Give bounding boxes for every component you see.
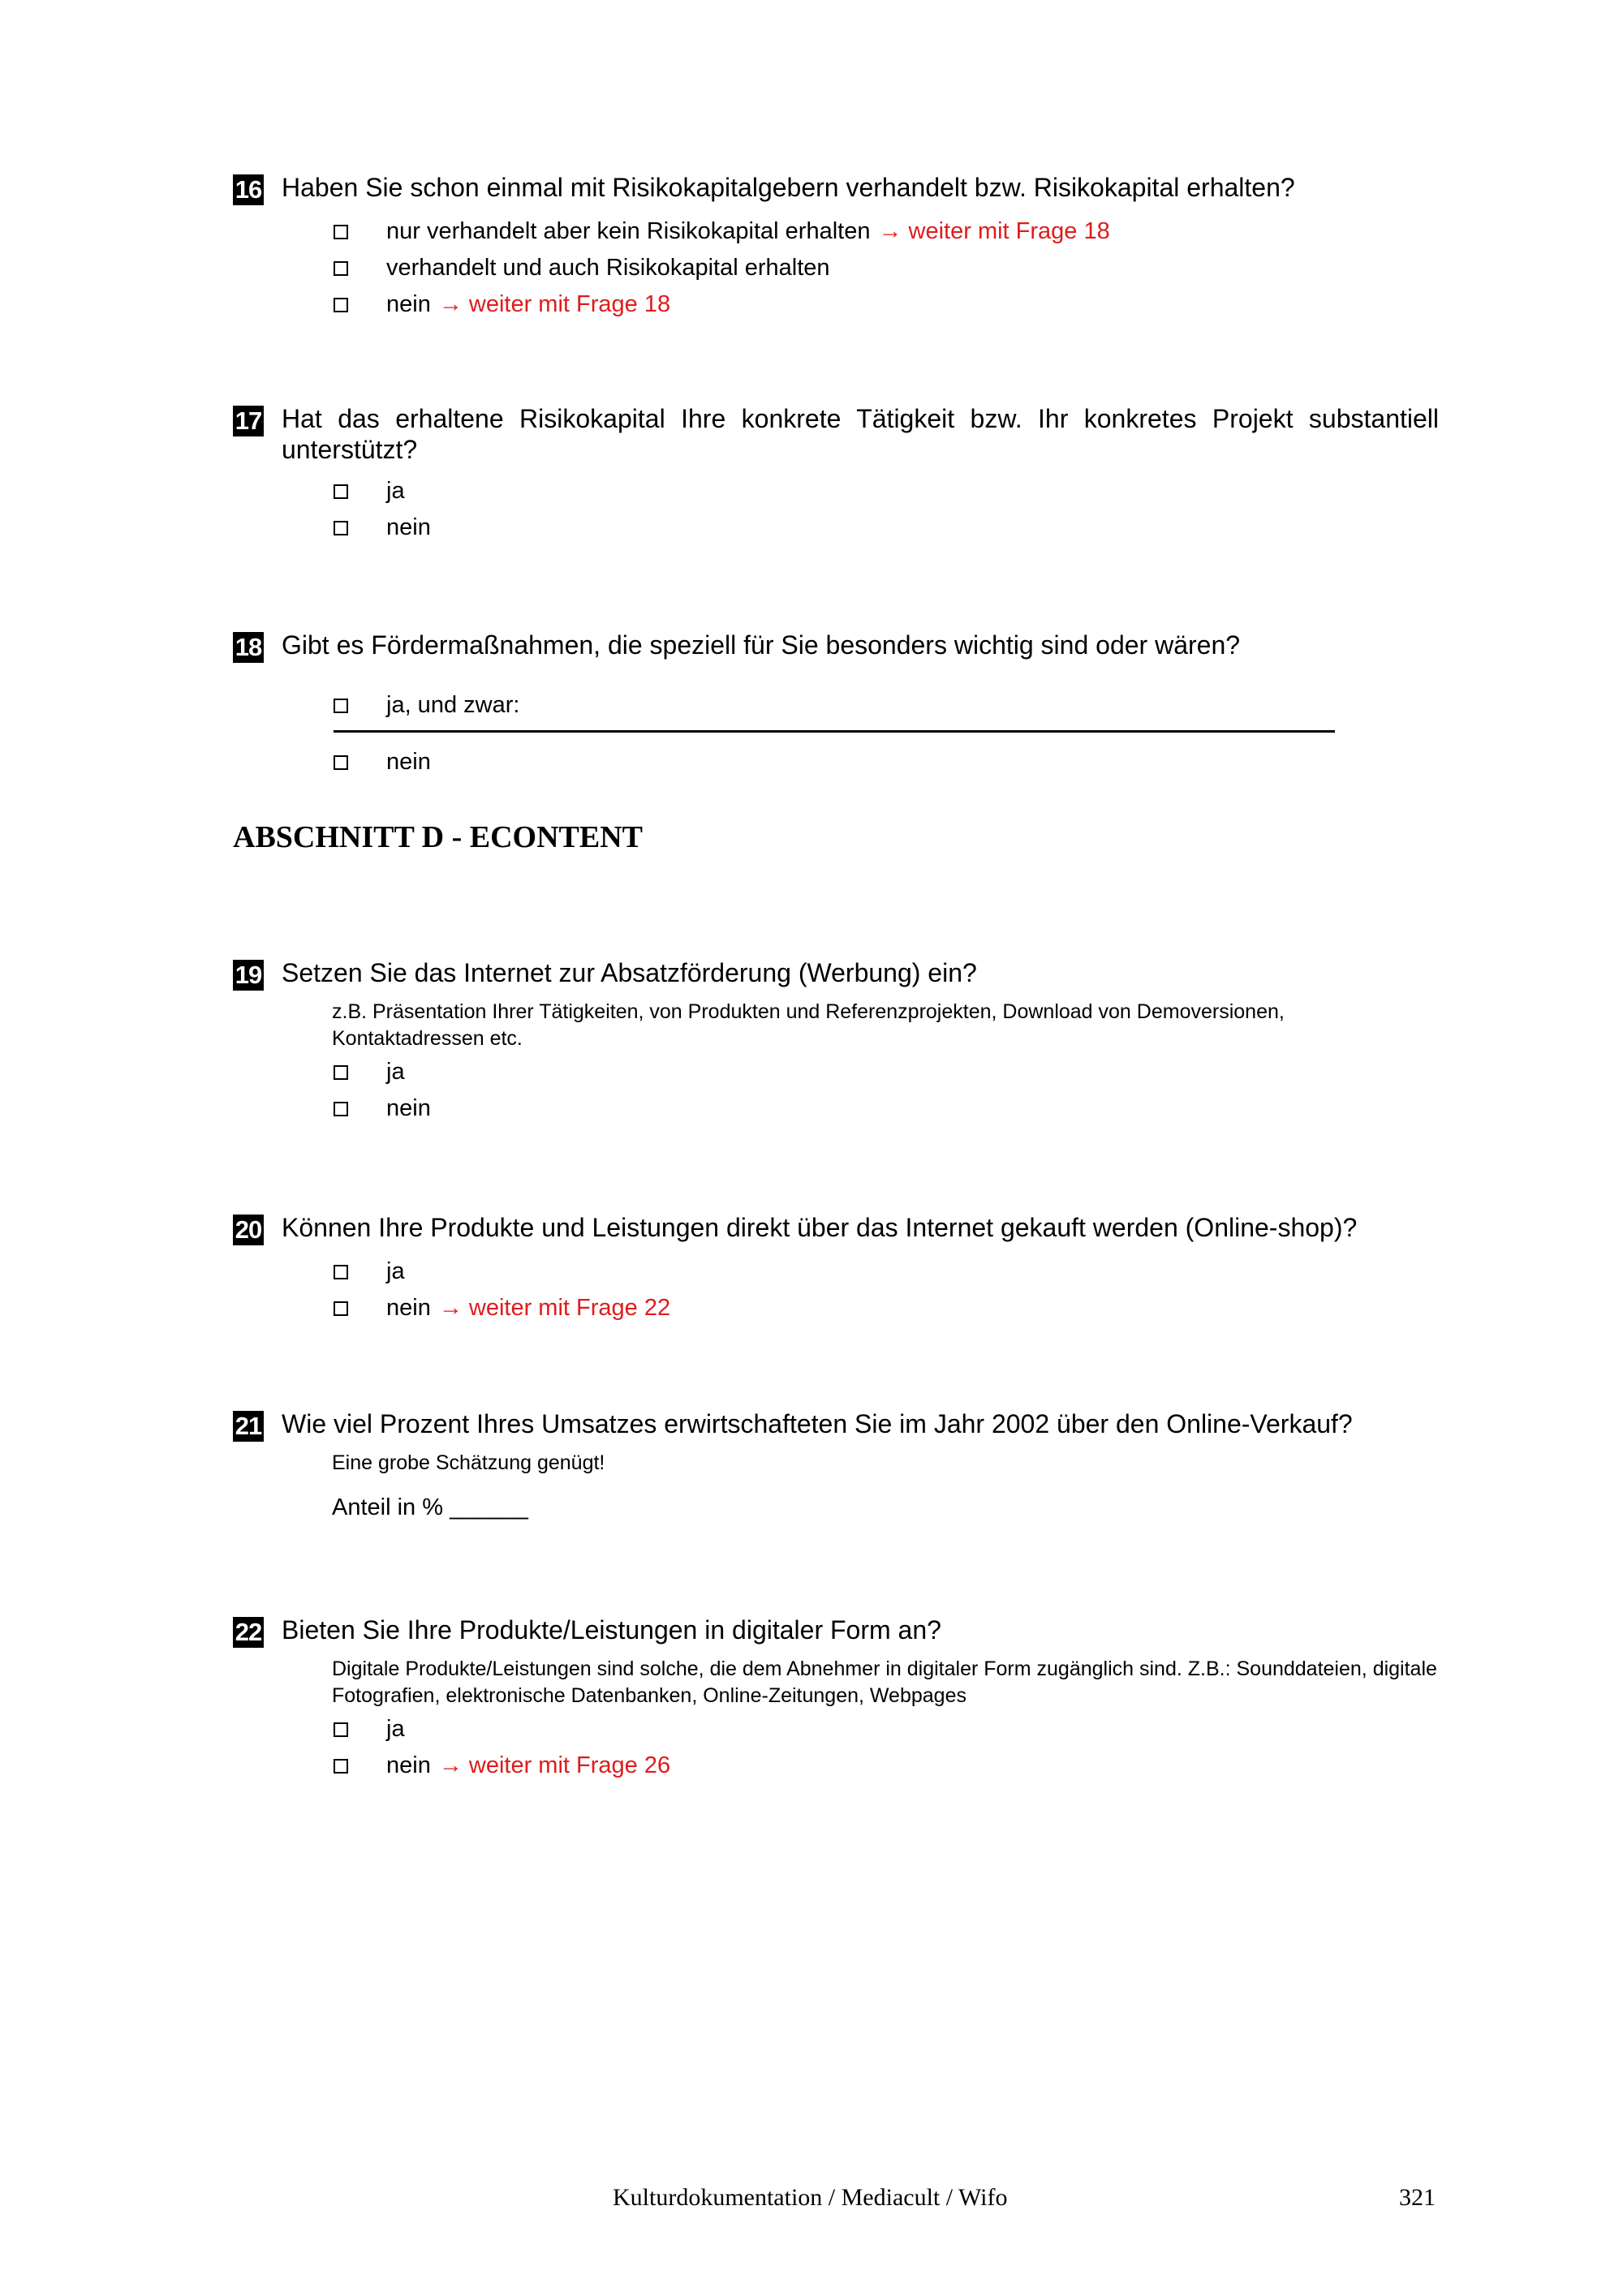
footer-source: Kulturdokumentation / Mediacult / Wifo [613, 2184, 1008, 2211]
option-checkbox[interactable] [334, 1748, 1439, 1784]
option-checkbox[interactable] [334, 473, 1439, 510]
question-text: Hat das erhaltene Risikokapital Ihre konkrete Tätigkeit bzw. Ihr konkretes Projekt substantiell unterstützt? [282, 404, 1439, 464]
question-22 [233, 1615, 1439, 1784]
question-hint: z.B. Präsentation Ihrer Tätigkeiten, von Produkten und Referenzprojekten, Download von Demoversionen, Kontaktadressen etc. [332, 1000, 1285, 1050]
question-number: 17 [233, 406, 264, 436]
option-checkbox[interactable] [334, 510, 1439, 546]
option-label: ja [386, 1258, 405, 1284]
question-number: 19 [233, 960, 264, 991]
question-20 [233, 1212, 1439, 1326]
option-label: verhandelt und auch Risikokapital erhalten [386, 255, 830, 281]
section-title: ABSCHNITT D - ECONTENT [233, 820, 644, 854]
option-checkbox[interactable] [334, 213, 1439, 250]
checkbox-icon[interactable] [334, 261, 348, 276]
option-label: nein [386, 749, 431, 775]
checkbox-icon[interactable] [334, 1759, 348, 1774]
option-label: ja [386, 1716, 405, 1742]
redirect-note: → weiter mit Frage 22 [438, 1295, 671, 1321]
checkbox-icon[interactable] [334, 1722, 348, 1737]
checkbox-icon[interactable] [334, 225, 348, 239]
option-label: nein [386, 514, 431, 540]
redirect-note: → weiter mit Frage 18 [878, 218, 1110, 244]
question-18 [233, 630, 1439, 780]
option-label: nein [386, 1295, 431, 1321]
option-checkbox[interactable] [334, 286, 1439, 323]
checkbox-icon[interactable] [334, 521, 348, 535]
checkbox-icon[interactable] [334, 755, 348, 770]
checkbox-icon[interactable] [334, 1102, 348, 1116]
checkbox-icon[interactable] [334, 699, 348, 713]
answer-line[interactable] [334, 730, 1335, 733]
question-text: Wie viel Prozent Ihres Umsatzes erwirtschafteten Sie im Jahr 2002 über den Online-Verkauf? [282, 1409, 1353, 1438]
option-label: ja [386, 478, 405, 504]
option-label: nein [386, 1095, 431, 1121]
question-number: 16 [233, 174, 264, 205]
share-input[interactable]: Anteil in % ______ [332, 1494, 528, 1520]
option-label: nur verhandelt aber kein Risikokapital erhalten [386, 218, 871, 244]
question-number: 22 [233, 1617, 264, 1648]
option-checkbox[interactable] [334, 1054, 1439, 1090]
redirect-note: → weiter mit Frage 18 [438, 291, 671, 317]
question-number: 20 [233, 1215, 264, 1245]
question-text: Setzen Sie das Internet zur Absatzförderung (Werbung) ein? [282, 958, 977, 987]
option-label: ja [386, 1059, 405, 1085]
option-checkbox[interactable] [334, 250, 1439, 286]
option-checkbox[interactable] [334, 744, 1439, 780]
redirect-note: → weiter mit Frage 26 [438, 1752, 671, 1778]
question-21 [233, 1408, 1439, 1521]
checkbox-icon[interactable] [334, 1065, 348, 1080]
checkbox-icon[interactable] [334, 484, 348, 499]
question-17 [233, 403, 1439, 546]
option-checkbox[interactable] [334, 1090, 1439, 1127]
checkbox-icon[interactable] [334, 298, 348, 312]
option-checkbox[interactable] [334, 1711, 1439, 1748]
option-label: nein [386, 291, 431, 317]
question-text: Gibt es Fördermaßnahmen, die speziell für Sie besonders wichtig sind oder wären? [282, 630, 1241, 660]
question-number: 21 [233, 1411, 264, 1442]
question-hint: Digitale Produkte/Leistungen sind solche, die dem Abnehmer in digitaler Form zugänglich sind. Z.B.: Sounddateien, digitale Fotografien, elektronische Datenbanken, Online-Zeitungen, Webpages [332, 1658, 1437, 1707]
checkbox-icon[interactable] [334, 1265, 348, 1279]
question-16 [233, 172, 1439, 323]
page-number: 321 [1399, 2184, 1436, 2211]
question-number: 18 [233, 632, 264, 663]
option-label: nein [386, 1752, 431, 1778]
question-text: Bieten Sie Ihre Produkte/Leistungen in digitaler Form an? [282, 1615, 941, 1645]
question-text: Können Ihre Produkte und Leistungen direkt über das Internet gekauft werden (Online-shop)? [282, 1213, 1358, 1242]
option-checkbox[interactable] [334, 687, 1439, 724]
option-checkbox[interactable] [334, 1290, 1439, 1326]
question-hint: Eine grobe Schätzung genügt! [332, 1451, 605, 1474]
option-label: ja, und zwar: [386, 692, 520, 718]
question-text: Haben Sie schon einmal mit Risikokapitalgebern verhandelt bzw. Risikokapital erhalten? [282, 173, 1295, 202]
question-19 [233, 957, 1439, 1127]
checkbox-icon[interactable] [334, 1301, 348, 1316]
option-checkbox[interactable] [334, 1253, 1439, 1290]
